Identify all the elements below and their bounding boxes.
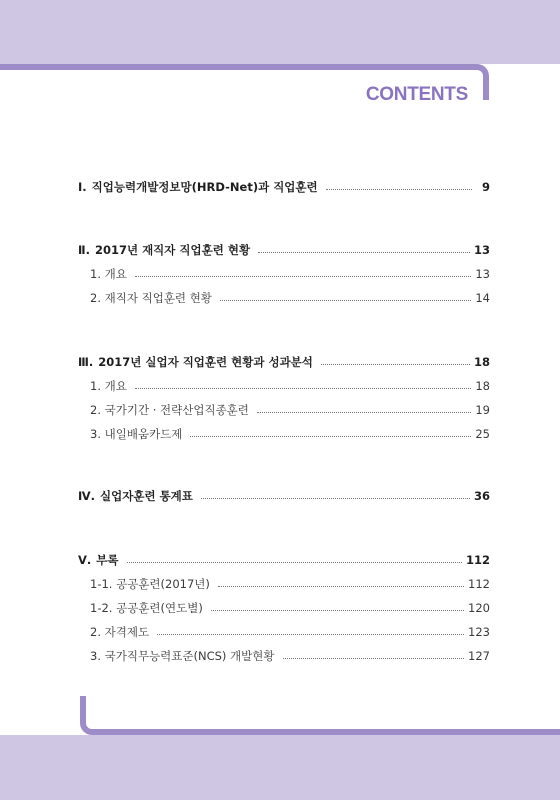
chapter-title: 2017년 재직자 직업훈련 현황 <box>94 243 251 257</box>
chapter-title: 부록 <box>96 553 119 567</box>
dot-leader <box>127 562 462 563</box>
toc-item[interactable] <box>90 401 490 419</box>
item-title: 1. 개요 <box>90 379 127 393</box>
chapter-title: 실업자훈련 통계표 <box>100 489 193 503</box>
dot-leader <box>157 634 464 635</box>
bottom-decorative-band <box>0 735 560 800</box>
dot-leader <box>326 189 472 190</box>
dot-leader <box>135 388 472 389</box>
page-number: 36 <box>473 489 490 503</box>
chapter-title: 2017년 실업자 직업훈련 현황과 성과분석 <box>98 355 313 369</box>
chapter-number: Ⅳ. <box>78 489 96 503</box>
chapter-number: Ⅰ. <box>78 180 87 194</box>
page-number: 19 <box>475 403 490 417</box>
page-number: 14 <box>475 291 490 305</box>
page-number: 112 <box>465 553 490 567</box>
chapter-number: Ⅱ. <box>78 243 90 257</box>
page-number: 13 <box>473 243 490 257</box>
chapter-title: 직업능력개발정보망(HRD-Net)과 직업훈련 <box>91 180 318 194</box>
item-title: 2. 재직자 직업훈련 현황 <box>90 291 212 305</box>
dot-leader <box>190 436 471 437</box>
toc-chapter-4[interactable] <box>78 487 490 505</box>
toc-item[interactable] <box>90 265 490 283</box>
toc-chapter-1[interactable] <box>78 178 490 196</box>
item-title: 2. 국가기간 · 전략산업직종훈련 <box>90 403 249 417</box>
dot-leader <box>211 610 464 611</box>
item-title: 1-2. 공공훈련(연도별) <box>90 601 203 615</box>
dot-leader <box>201 498 470 499</box>
page-title: CONTENTS <box>365 84 468 105</box>
page-number: 18 <box>475 379 490 393</box>
toc-item[interactable] <box>90 647 490 665</box>
toc-item[interactable] <box>90 289 490 307</box>
page-number: 123 <box>468 625 490 639</box>
toc-item[interactable] <box>90 377 490 395</box>
bottom-frame-line <box>80 696 560 735</box>
dot-leader <box>257 412 471 413</box>
item-title: 2. 자격제도 <box>90 625 150 639</box>
item-title: 3. 내일배움카드제 <box>90 427 183 441</box>
toc-chapter-3[interactable] <box>78 353 490 371</box>
item-title: 3. 국가직무능력표준(NCS) 개발현황 <box>90 649 275 663</box>
page-number: 18 <box>473 355 490 369</box>
dot-leader <box>258 252 470 253</box>
toc-chapter-5[interactable] <box>78 551 490 569</box>
toc-chapter-2[interactable] <box>78 241 490 259</box>
page-number: 112 <box>468 577 490 591</box>
page-number: 120 <box>468 601 490 615</box>
page-number: 25 <box>475 427 490 441</box>
chapter-number: Ⅲ. <box>78 355 94 369</box>
toc-item[interactable] <box>90 575 490 593</box>
page-number: 127 <box>468 649 490 663</box>
dot-leader <box>135 276 472 277</box>
toc-item[interactable] <box>90 623 490 641</box>
page-number: 9 <box>481 180 490 194</box>
item-title: 1. 개요 <box>90 267 127 281</box>
dot-leader <box>218 586 464 587</box>
dot-leader <box>220 300 471 301</box>
page-number: 13 <box>475 267 490 281</box>
toc-item[interactable] <box>90 425 490 443</box>
dot-leader <box>321 364 470 365</box>
item-title: 1-1. 공공훈련(2017년) <box>90 577 210 591</box>
chapter-number: Ⅴ. <box>78 553 92 567</box>
toc-item[interactable] <box>90 599 490 617</box>
dot-leader <box>283 658 465 659</box>
